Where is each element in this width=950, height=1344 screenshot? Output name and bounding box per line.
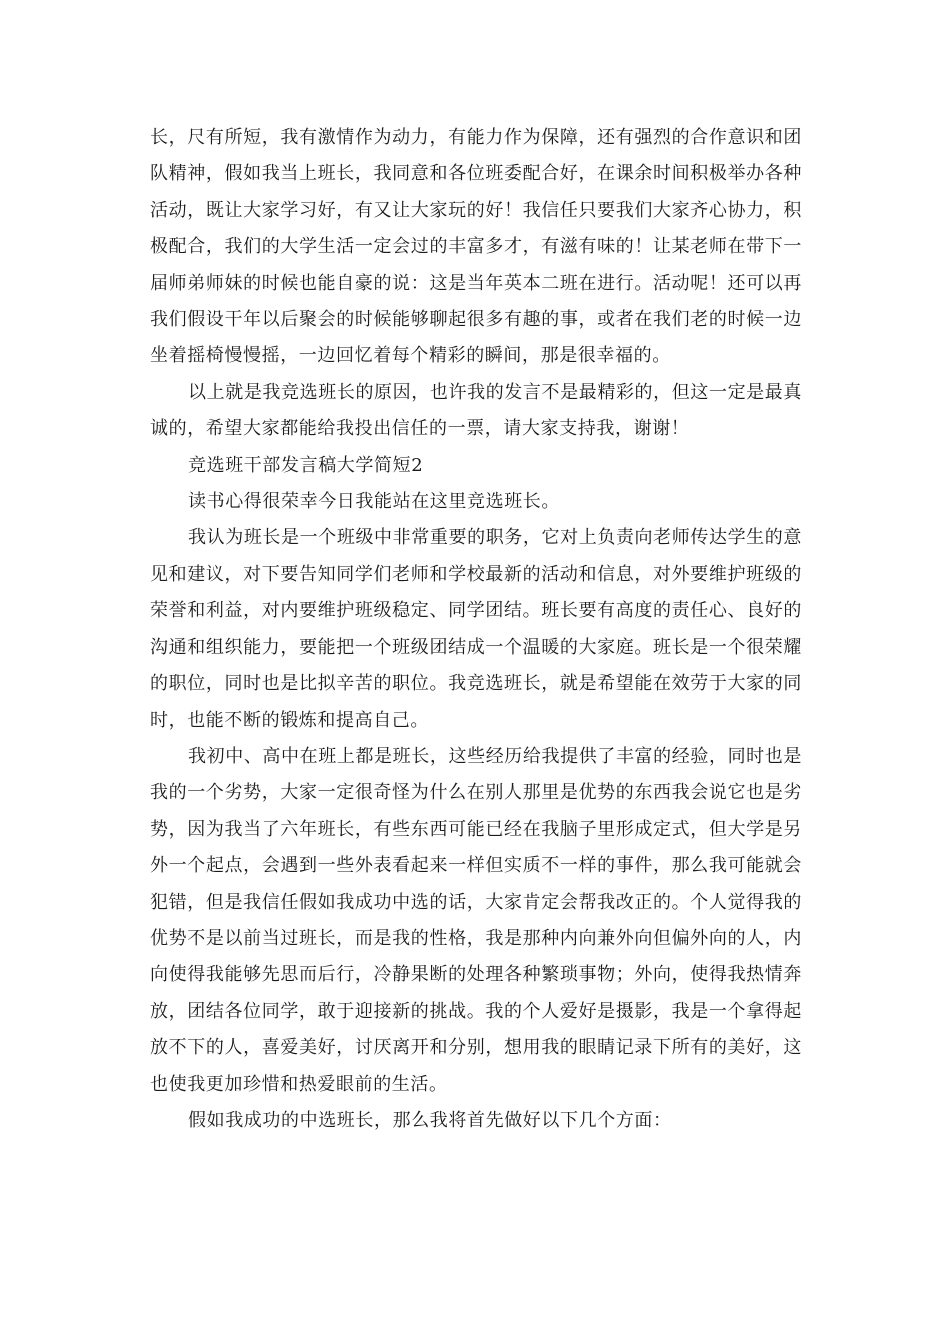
paragraph-6: 假如我成功的中选班长，那么我将首先做好以下几个方面： [188,1109,672,1131]
paragraph-5: 我初中、高中在班上都是班长，这些经历给我提供了丰富的经验，同时也是我的一个劣势，大家一定很奇怪为什么在别人那里是优势的东西我会说它也是劣势，因为我当了六年班长，有些东西可能已经在我脑子里形成定式，但大学是另外一个起点，会遇到一些外表看起来一样但实质不一样的事件，那么我可能就会犯错，但是我信任假如我成功中选的话，大家肯定会帮我改正的。个人觉得我的优势不是以前当过班长，而是我的性格，我是那种内向兼外向但偏外向的人，内向使得我能够先思而后行，冷静果断的处理各种繁琐事物；外向，使得我热情奔放，团结各位同学，敢于迎接新的挑战。我的个人爱好是摄影，我是一个拿得起放不下的人，喜爱美好，讨厌离开和分别，想用我的眼睛记录下所有的美好，这也使我更加珍惜和热爱眼前的生活。 [150,745,802,1095]
paragraph-3: 读书心得很荣幸今日我能站在这里竞选班长。 [188,491,560,513]
paragraph-4: 我认为班长是一个班级中非常重要的职务，它对上负责向老师传达学生的意见和建议，对下要告知同学们老师和学校最新的活动和信息，对外要维护班级的荣誉和利益，对内要维护班级稳定、同学团结。班长要有高度的责任心、良好的沟通和组织能力，要能把一个班级团结成一个温暖的大家庭。班长是一个很荣耀的职位，同时也是比拟辛苦的职位。我竞选班长，就是希望能在效劳于大家的同时，也能不断的锻炼和提高自己。 [150,527,802,731]
paragraph-1: 长，尺有所短，我有激情作为动力，有能力作为保障，还有强烈的合作意识和团队精神，假如我当上班长，我同意和各位班委配合好，在课余时间积极举办各种活动，既让大家学习好，有又让大家玩的好！我信任只要我们大家齐心协力，积极配合，我们的大学生活一定会过的丰富多才，有滋有味的！让某老师在带下一届师弟师妹的时候也能自豪的说：这是当年英本二班在进行。活动呢！还可以再我们假设干年以后聚会的时候能够聊起很多有趣的事，或者在我们老的时候一边坐着摇椅慢慢摇，一边回忆着每个精彩的瞬间，那是很幸福的。 [150,127,802,367]
paragraph-2: 以上就是我竞选班长的原因，也许我的发言不是最精彩的，但这一定是最真诚的，希望大家都能给我投出信任的一票，请大家支持我，谢谢！ [150,381,802,440]
section-heading: 竞选班干部发言稿大学简短2 [188,454,424,476]
document-body [150,120,802,1139]
